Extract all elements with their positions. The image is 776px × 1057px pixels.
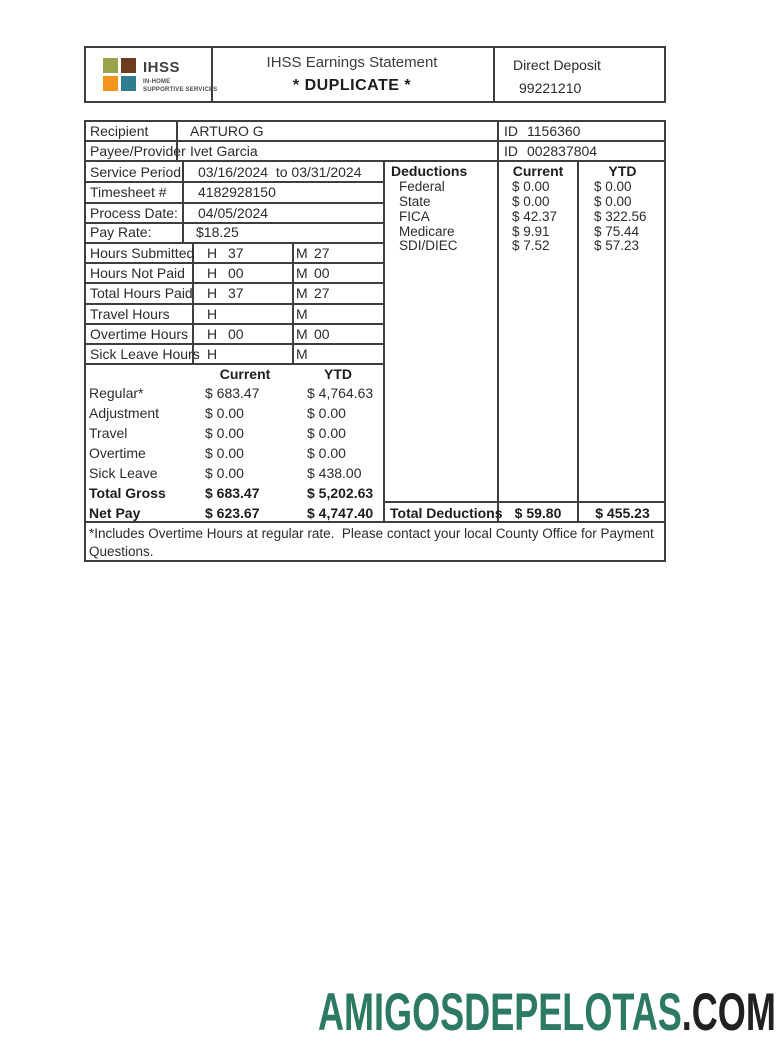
adjustment-current: $ 0.00 — [205, 405, 244, 421]
process-date-value: 04/05/2024 — [198, 205, 269, 221]
pay-rate-label: Pay Rate: — [90, 224, 152, 240]
timesheet-value: 4182928150 — [198, 184, 276, 200]
sick-leave-ytd: $ 438.00 — [307, 465, 362, 481]
sick-leave-current: $ 0.00 — [205, 465, 244, 481]
regular-label: Regular* — [89, 385, 144, 401]
logo-square-bottom-left — [103, 76, 118, 91]
total-hours-paid-h-value: 37 — [228, 285, 244, 301]
statement-title: IHSS Earnings Statement — [266, 54, 438, 71]
net-pay-label: Net Pay — [89, 505, 141, 521]
total-gross-current: $ 683.47 — [205, 485, 260, 501]
direct-deposit-number: 99221210 — [519, 80, 582, 96]
total-deductions-ytd: $ 455.23 — [595, 505, 650, 521]
overtime-hours-m-value: 00 — [314, 326, 330, 342]
travel-current: $ 0.00 — [205, 425, 244, 441]
duplicate-label: * DUPLICATE * — [292, 77, 412, 94]
overtime-hours-m-label: M — [296, 326, 308, 342]
process-date-label: Process Date: — [90, 205, 178, 221]
total-hours-paid-label: Total Hours Paid — [90, 285, 193, 301]
net-pay-current: $ 623.67 — [205, 505, 260, 521]
travel-ytd: $ 0.00 — [307, 425, 346, 441]
direct-deposit-label: Direct Deposit — [513, 57, 601, 73]
site-watermark — [318, 983, 776, 1042]
recipient-id-value: 1156360 — [527, 123, 581, 139]
service-period-label: Service Period: — [90, 164, 185, 180]
service-period-value: 03/16/2024 to 03/31/2024 — [198, 164, 362, 180]
pay-rate-value: $18.25 — [196, 224, 239, 240]
hours-submitted-m-value: 27 — [314, 245, 330, 261]
total-hours-paid-m-value: 27 — [314, 285, 330, 301]
deductions-ytd-header: YTD — [608, 163, 637, 179]
site-watermark-name: AMIGOSDEPELOTAS — [318, 983, 682, 1042]
total-gross-ytd: $ 5,202.63 — [307, 485, 374, 501]
logo-square-top-right — [121, 58, 136, 73]
header-divider-2 — [493, 46, 495, 103]
travel-hours-h-label: H — [207, 306, 218, 322]
footnote-line1: *Includes Overtime Hours at regular rate. Please contact your local County Office for Payment — [89, 526, 654, 541]
hours-submitted-label: Hours Submitted — [90, 245, 195, 261]
state-label: State — [399, 194, 431, 209]
federal-label: Federal — [399, 179, 445, 194]
overtime-hours-h-value: 00 — [228, 326, 244, 342]
recipient-label: Recipient — [90, 123, 149, 139]
hours-not-paid-h-label: H — [207, 265, 218, 281]
sick-leave-hours-h-label: H — [207, 346, 218, 362]
medicare-ytd: $ 75.44 — [594, 224, 640, 239]
net-pay-ytd: $ 4,747.40 — [307, 505, 374, 521]
logo-subtitle-line2: SUPPORTIVE SERVICES — [143, 87, 218, 93]
federal-ytd: $ 0.00 — [594, 179, 632, 194]
fica-current: $ 42.37 — [512, 209, 558, 224]
hours-not-paid-m-value: 00 — [314, 265, 330, 281]
rule-left-right-panel-divider — [383, 160, 385, 521]
payee-label: Payee/Provider — [90, 143, 186, 159]
overtime-current: $ 0.00 — [205, 445, 244, 461]
overtime-hours-h-label: H — [207, 326, 218, 342]
hours-not-paid-h-value: 00 — [228, 265, 244, 281]
site-watermark-tld: .COM — [681, 983, 776, 1042]
total-deductions-label: Total Deductions — [390, 505, 503, 521]
state-current: $ 0.00 — [512, 194, 550, 209]
fica-ytd: $ 322.56 — [594, 209, 647, 224]
hours-submitted-h-value: 37 — [228, 245, 244, 261]
federal-current: $ 0.00 — [512, 179, 550, 194]
hours-not-paid-label: Hours Not Paid — [90, 265, 185, 281]
travel-hours-m-label: M — [296, 306, 308, 322]
fica-label: FICA — [399, 209, 430, 224]
deductions-title: Deductions — [391, 163, 468, 179]
rule-id-and-current-column — [497, 120, 499, 521]
travel-hours-label: Travel Hours — [90, 306, 170, 322]
sdi-diec-label: SDI/DIEC — [399, 238, 458, 253]
overtime-label: Overtime — [89, 445, 146, 461]
total-hours-paid-h-label: H — [207, 285, 218, 301]
state-ytd: $ 0.00 — [594, 194, 632, 209]
sick-leave-hours-label: Sick Leave Hours — [90, 346, 200, 362]
total-gross-label: Total Gross — [89, 485, 166, 501]
overtime-ytd: $ 0.00 — [307, 445, 346, 461]
adjustment-ytd: $ 0.00 — [307, 405, 346, 421]
adjustment-label: Adjustment — [89, 405, 160, 421]
regular-ytd: $ 4,764.63 — [307, 385, 374, 401]
payee-value: Ivet Garcia — [190, 143, 258, 159]
payee-id-label: ID — [504, 143, 518, 159]
logo-square-bottom-right — [121, 76, 136, 91]
medicare-current: $ 9.91 — [512, 224, 550, 239]
total-hours-paid-m-label: M — [296, 285, 308, 301]
recipient-value: ARTURO G — [190, 123, 264, 139]
regular-current: $ 683.47 — [205, 385, 260, 401]
hours-not-paid-m-label: M — [296, 265, 308, 281]
hours-submitted-m-label: M — [296, 245, 308, 261]
travel-label: Travel — [89, 425, 128, 441]
logo-subtitle-line1: IN-HOME — [143, 79, 171, 85]
deductions-current-header: Current — [512, 163, 564, 179]
rule-hours-hm-divider — [292, 242, 294, 365]
medicare-label: Medicare — [399, 224, 455, 239]
earnings-current-header: Current — [219, 366, 271, 382]
payee-id-value: 002837804 — [527, 143, 598, 159]
recipient-id-label: ID — [504, 123, 518, 139]
logo-acronym: IHSS — [143, 59, 181, 76]
sick-leave-label: Sick Leave — [89, 465, 158, 481]
sdi-diec-ytd: $ 57.23 — [594, 238, 640, 253]
rule-ytd-column — [577, 160, 579, 521]
footnote-line2: Questions. — [89, 544, 154, 559]
overtime-hours-label: Overtime Hours — [90, 326, 189, 342]
hours-submitted-h-label: H — [207, 245, 218, 261]
logo-square-top-left — [103, 58, 118, 73]
total-deductions-current: $ 59.80 — [514, 505, 562, 521]
timesheet-label: Timesheet # — [90, 184, 167, 200]
earnings-ytd-header: YTD — [324, 366, 352, 382]
sdi-diec-current: $ 7.52 — [512, 238, 550, 253]
sick-leave-hours-m-label: M — [296, 346, 308, 362]
